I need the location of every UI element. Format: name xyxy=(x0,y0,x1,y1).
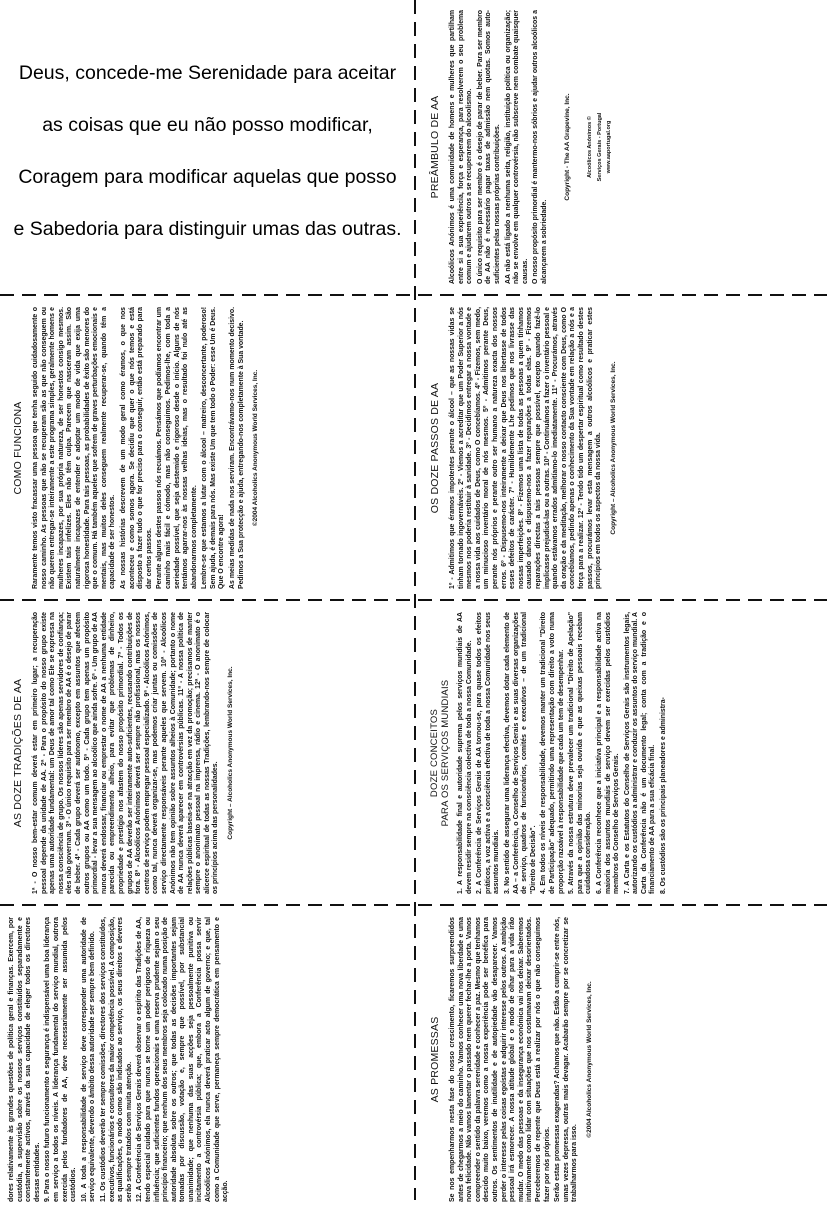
traditions-text: 1ª - O nosso bem-estar comum deverá estar em primeiro lugar; a recuperação pessoal depende da unidade de AA. 2ª - Para o propósito do nosso grupo existe apenas uma autoridade fundamental: um Deus de amor tal como Ele se expressa na nossa consciência de grupo. Os nossos líderes são apenas servidores de confiança; eles não governam. 3ª - O único requisito para ser membro de AA é o desejo de parar de beber. 4ª - Cada grupo deverá ser autónomo, excepto em assuntos que afectem outros grupos ou AA como um todo. 5ª - Cada grupo tem apenas um propósito primordial - levar a sua mensagem ao alcoólico que ainda sofre. 6ª - Um grupo de AA nunca deverá endossar, financiar ou emprestar o nome de AA a nenhuma entidade parecida ou empreendimento alheio, para evitar que problemas de dinheiro, propriedade e prestígio nos afastem do nosso propósito primordial. 7ª - Todos os grupos de AA deverão ser inteiramente auto-suficientes, recusando contribuições de fora. 8ª - Alcoólicos Anónimos deverá ser sempre não profissional, mas os nossos centros de serviço podem empregar pessoal especializado. 9ª - Alcoólicos Anónimos, como tal, nunca deverá organizar-se, mas podemos criar juntas ou comissões de serviço directamente responsáveis perante aqueles que servem. 10ª - Alcoólicos Anónimos não tem opinião sobre assuntos alheios à Comunidade; portanto o nome de AA nunca deverá aparecer em controvérsias públicas. 11ª - A nossa política de relações públicas baseia-se na atracção em vez da promoção; precisamos de manter sempre o anonimato pessoal na imprensa, rádio e cinema. 12ª - O anonimato é o alicerce espiritual de todas as nossas Tradições, lembrando-nos sempre de colocar os princípios acima das personalidades. xyxy=(32,612,220,894)
preambulo-title: PREÂMBULO DE AA xyxy=(429,95,441,199)
paragraph: Serão estas promessas exageradas? Achamos que não. Estão a cumprir-se entre nós, umas vezes depressa, outras mais devagar. Acabarão sempre por se concretizar se trabalharmos para isso. xyxy=(554,917,579,1202)
footer-line: Alcoólicos Anónimos © xyxy=(587,116,594,178)
paragraph: Raramente temos visto fracassar uma pessoa que tenha seguido cuidadosamente o nosso caminho. As pessoas que não se recuperam são as que não conseguem ou não querem entregar-se inteiramente a este programa simples, geralmente homens e mulheres incapazes, por sua própria natureza, de ser honestos consigo mesmos. Existem tais infelizes. Eles não têm culpa. Parecem que nasceram assim. São naturalmente incapazes de entender e adoptar um modo de vida que exija uma rigorosa honestidade. Para tais pessoas, as probabilidades de êxito são menores do que o comum. Há também aqueles que sofrem de graves perturbações emocionais e mentais, mas muitos deles conseguem realmente recuperar-se, quando têm a capacidade de ser honestos. xyxy=(32,307,117,589)
paragraph: O único requisito para ser membro é o desejo de parar de beber. Para ser membro de AA não é necessário pagar taxas de admissão nem quotas. Somos auto-suficientes pelas nossas próprias contribuições. xyxy=(476,10,501,284)
preambulo-panel xyxy=(417,0,827,294)
concepts-list-continued xyxy=(8,917,231,1202)
doze-passos-panel xyxy=(417,297,827,599)
list-item: 10. A toda a responsabilidade de serviço deve corresponder uma autoridade de serviço equivalente, devendo o âmbito dessa autoridade ser sempre bem definido. xyxy=(80,917,97,1202)
copyright: ©2004 Alcoholics Anonymous World Services, Inc. xyxy=(252,369,260,527)
serenity-prayer xyxy=(0,0,415,295)
como-funciona-panel xyxy=(0,297,414,599)
list-item: 2. A Conferência de Serviços Gerais de AA tornou-se, para quase todos os efeitos práticos, a voz activa e a consciência efectiva de toda a nossa Comunidade nos seus assuntos mundiais. xyxy=(476,612,501,894)
paragraph: Alcoólicos Anónimos é uma comunidade de homens e mulheres que partilham entre si a sua experiência, força e esperança, para resolverem o seu problema comum e ajudarem outros a se recuperarem do alcoolismo. xyxy=(449,10,474,284)
copyright: ©2004 Alcoholics Anonymous World Services, Inc. xyxy=(585,981,593,1138)
list-item: 7. A Carta e os Estatutos do Conselho de Serviços Gerais são instrumentos legais, autorizando os custódios a administrar e conduzir os assuntos do serviço mundial. A Carta da Conferência não é um documento legal; conta com a tradição e o financiamento de AA para a sua eficácia final. xyxy=(623,612,657,894)
doze-conceitos-continued-panel xyxy=(0,907,414,1212)
paragraph: As nossas histórias descrevem de um modo geral como éramos, o que nos aconteceu e como somos agora. Se decidiu que quer o que nós temos e está disposto a fazer tudo o que for preciso para o conseguir, então está preparado para dar certos passos. xyxy=(119,307,153,589)
copyright: Copyright - The AA Grapevine, Inc. xyxy=(563,93,571,201)
paragraph: Se nos empenharmos nesta fase do nosso crescimento, ficaremos surpreendidos antes de chegarmos a meio do caminho. Vamos conhecer uma nova liberdade e uma nova felicidade. Não vamos lamentar o passado nem querer fechar-lhe a porta. Vamos compreender o sentido da palavra serenidade e conhecer a paz. Mesmo que tenhamos descido muito baixo, veremos como a nossa experiência pode ser benéfica para outros. Os sentimentos de inutilidade e de autopiedade vão desaparecer. Vamos perder o interesse pelas coisas egoístas e adquirir interesse pelos outros. A ambição pessoal irá esmorecer. A nossa atitude global e o modo de olhar para a vida irão mudar. O medo das pessoas e da insegurança económica vai nos deixar. Saberemos intuitivamente como lidar com situações que nos costumavam deixar desorientados. Perceberemos de repente que Deus está a realizar por nós o que não conseguimos fazer por nós próprios. xyxy=(449,917,551,1202)
paragraph: Lembre-se que estamos a lutar com o álcool – matreiro, desconcertante, poderoso! Sem ajuda, é demais para nós. Mas existe Um que tem todo o Poder: esse Um é Deus. Que O encontre agora! xyxy=(201,307,226,589)
list-item: 5. Através da nossa estrutura deve prevalecer um tradicional "Direito de Apelação" para que a opinião das minorias seja ouvida e que as queixas pessoais recebam cuidadosa consideração. xyxy=(568,612,593,894)
footer-line: Serviços Gerais - Portugal xyxy=(596,112,603,182)
paragraph: Perante alguns destes passos nós recuámos. Pensámos que podíamos encontrar um caminho mais fácil e cómodo, mas não conseguimos. Pedimos-lhe, com toda a seriedade possível, que seja destemido e rigoroso desde o início. Alguns de nós tentámos agarrar-nos às nossas velhas ideias, mas o resultado foi nulo até as abandonarmos completamente. xyxy=(156,307,198,589)
list-item: 1. A responsabilidade final e autoridade suprema pelos serviços mundiais de AA devem residir sempre na consciência colectiva de toda a nossa Comunidade. xyxy=(457,612,473,894)
conceitos-subtitle: PARA OS SERVIÇOS MUNDIAIS xyxy=(440,679,451,827)
prayer-line: Deus, concede-me Serenidade para aceitar xyxy=(18,62,397,84)
prayer-line: as coisas que eu não posso modificar, xyxy=(42,114,373,136)
list-item: 4. Em todos os níveis de responsabilidade, devemos manter um tradicional "Direito de Participação" adequado, permitindo uma representação com direito a voto numa proporção razoável à responsabilidade que cada um tem de desempenhar. xyxy=(540,612,565,894)
prayer-line: Coragem para modificar aquelas que posso xyxy=(18,166,397,188)
footer-line: www.aaportugal.org xyxy=(606,120,613,174)
list-item: 9. Para o nosso futuro funcionamento e segurança é indispensável uma boa liderança em serviço a todos os níveis. A liderança fundamental do serviço mundial, outrora exercida pelos fundadores de AA, deve necessariamente ser assumida pelos custódios. xyxy=(44,917,78,1202)
concepts-list xyxy=(457,612,669,894)
promessas-title: AS PROMESSAS xyxy=(429,1016,441,1103)
paragraph: As meias medidas de nada nos serviram. Encontrávamo-nos num momento decisivo. Pedimos a Sua protecção e ajuda, entregando-nos completamente à Sua vontade. xyxy=(229,307,245,589)
steps-text: 1º - Admitimos que éramos impotentes perante o álcool – que as nossas vidas se tinham tornado ingovernáveis. 2º - Viemos a acreditar que um Poder Superior a nós mesmos nos poderia restituir à sanidade. 3º - Decidimos entregar a nossa vontade e a nossa vida aos cuidados de Deus, como O concebíamos. 4º - Fizemos, sem medo, um minucioso inventário moral de nós mesmos. 5º - Admitimos perante Deus, perante nós próprios e perante outro ser humano a natureza exacta dos nossos erros. 6º - Dispusemo-nos inteiramente a deixar que Deus nos libertasse de todos esses defeitos de carácter. 7º - Humildemente Lhe pedimos que nos livrasse das nossas imperfeições. 8º - Fizemos uma lista de todas as pessoas a quem tínhamos causado danos e dispusemo-nos a fazer reparações a todas elas. 9º - Fizemos reparações directas a tais pessoas sempre que possível, excepto quando fazê-lo implicasse prejudicá-las ou a outras. 10º - Continuámos a fazer o inventário pessoal e quando estávamos errados admitíamo-lo imediatamente. 11º - Procurámos, através da oração e da meditação, melhorar o nosso contacto consciente com Deus, como O concebíamos, pedindo apenas o conhecimento da Sua vontade em relação a nós e a força para a realizar. 12º - Tendo tido um despertar espiritual como resultado destes passos, procurámos levar esta mensagem a outros alcoólicos e praticar estes princípios em todos os aspectos da nossa vida. xyxy=(449,307,603,589)
list-item: 8. Os custódios são os principais planeadores e administra- xyxy=(660,697,668,894)
list-item: dores relativamente às grandes questões de política geral e finanças. Exercem, por custódia, a supervisão sobre os nossos serviços constituídos separadamente e constantemente activos, através da sua capacidade de eleger todos os directores dessas entidades. xyxy=(8,917,41,1202)
doze-passos-title: OS DOZE PASSOS DE AA xyxy=(429,382,441,514)
copyright: Copyright – Alcoholics Anonymous World Services, Inc. xyxy=(227,666,235,840)
list-item: 6. A Conferência reconhece que a iniciativa principal e a responsabilidade activa na maioria dos assuntos mundiais de serviço devem ser exercidas pelos custódios membros do Conselho de Serviços Gerais. xyxy=(595,612,621,894)
promessas-panel xyxy=(417,907,827,1212)
como-funciona-title: COMO FUNCIONA xyxy=(12,401,24,495)
doze-tradicoes-panel xyxy=(0,602,414,904)
conceitos-title: DOZE CONCEITOS xyxy=(429,708,440,798)
paragraph: O nosso propósito primordial é mantermo-nos sóbrios e ajudar outros alcoólicos a alcançarem a sobriedade. xyxy=(532,10,548,284)
doze-tradicoes-title: AS DOZE TRADIÇÕES DE AA xyxy=(12,678,24,828)
cut-line xyxy=(414,0,416,1200)
prayer-line: e Sabedoria para distinguir umas das outras. xyxy=(13,218,402,240)
list-item: 3. No sentido de assegurar uma liderança efectiva, devemos dotar cada elemento de AA – a Conferência, o Conselho de Serviços Gerais e as suas diversas organizações de serviço, quadros de funcionários, comités e executivos – de um tradicional "Direito de Decisão". xyxy=(503,612,537,894)
list-item: 12. A Conferência de Serviços Gerais deverá observar o espírito das Tradições de AA, tendo especial cuidado para que nunca se torne um poder perigoso de riqueza ou influência; que suficientes fundos operacionais e uma reserva prudente sejam o seu princípio financeiro; que nenhum dos seus membros seja colocado numa posição de autoridade absoluta sobre os outros; que todas as decisões importantes sejam tomadas por discussão, votação e, sempre que possível, por substancial unanimidade; que nenhuma das suas acções seja pessoalmente punitiva ou incitamento a controvérsia pública; que, embora a Conferência possa servir Alcoólicos Anónimos, ela nunca deverá praticar acto algum de governo; e que, tal como a Comunidade que serve, permaneça sempre democrática em pensamento e acção. xyxy=(136,917,230,1202)
doze-conceitos-panel xyxy=(417,602,827,904)
paragraph: AA não está ligado a nenhuma seita, religião, instituição política ou organização; não se envolve em qualquer controvérsia, não subscreve nem combate quaisquer causas. xyxy=(504,10,529,284)
doze-conceitos-title xyxy=(429,612,451,894)
copyright: Copyright – Alcoholics Anonymous World Services, Inc. xyxy=(609,361,617,535)
list-item: 11. Os custódios deverão ter sempre comissões, directores dos serviços constituídos, executivos, funcionários e consultores da maior competência possível. A composição, as qualificações, o modo como são indicados ao serviço, os seus direitos e deveres serão sempre tratados com muita atenção. xyxy=(99,917,133,1202)
